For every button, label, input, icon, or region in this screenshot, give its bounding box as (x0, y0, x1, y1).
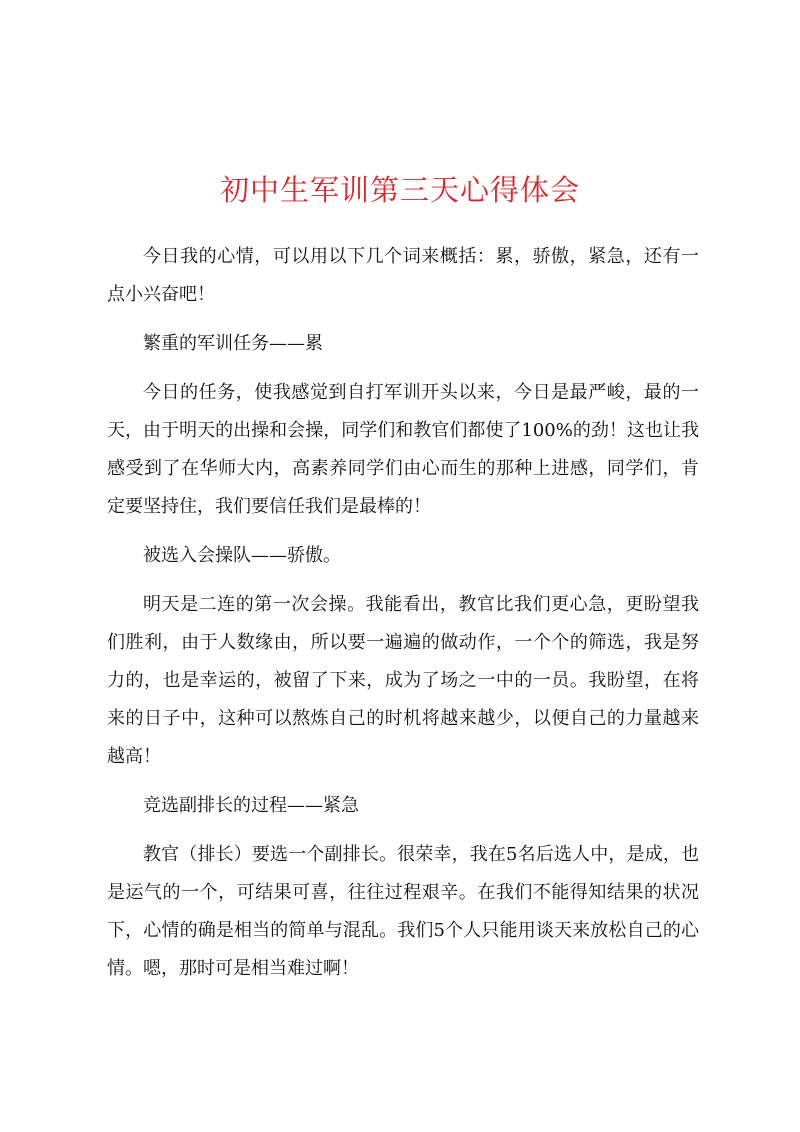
document-title: 初中生军训第三天心得体会 (219, 173, 580, 207)
paragraph-tired: 今日的任务，使我感觉到自打军训开头以来，今日是最严峻，最的一天，由于明天的出操和会操，同学们和教官们都使了100%的劲！这也让我感受到了在华师大内，高素养同学们由心而生的那种上进感，同学们，肯定要坚持住，我们要信任我们是最棒的！ (107, 382, 699, 517)
paragraph-heading-proud: 被选入会操队——骄傲。 (143, 545, 341, 566)
document-body (107, 238, 699, 999)
paragraph-intro: 今日我的心情，可以用以下几个词来概括：累，骄傲，紧急，还有一点小兴奋吧！ (107, 246, 699, 305)
paragraph-proud: 明天是二连的第一次会操。我能看出，教官比我们更心急，更盼望我们胜利，由于人数缘由，所以要一遍遍的做动作，一个个的筛选，我是努力的，也是幸运的，被留了下来，成为了场之一中的一员。我盼望，在将来的日子中，这种可以熬炼自己的时机将越来越少，以便自己的力量越来越高！ (107, 594, 699, 767)
paragraph-heading-tired: 繁重的军训任务——累 (143, 333, 323, 354)
paragraph-heading-nervous: 竞选副排长的过程——紧急 (143, 795, 359, 816)
paragraph-nervous: 教官（排长）要选一个副排长。很荣幸，我在5名后选人中，是成，也是运气的一个，可结果可喜，往往过程艰辛。在我们不能得知结果的状况下，心情的确是相当的简单与混乱。我们5个人只能用谈天来放松自己的心情。嗯，那时可是相当难过啊！ (107, 844, 699, 979)
